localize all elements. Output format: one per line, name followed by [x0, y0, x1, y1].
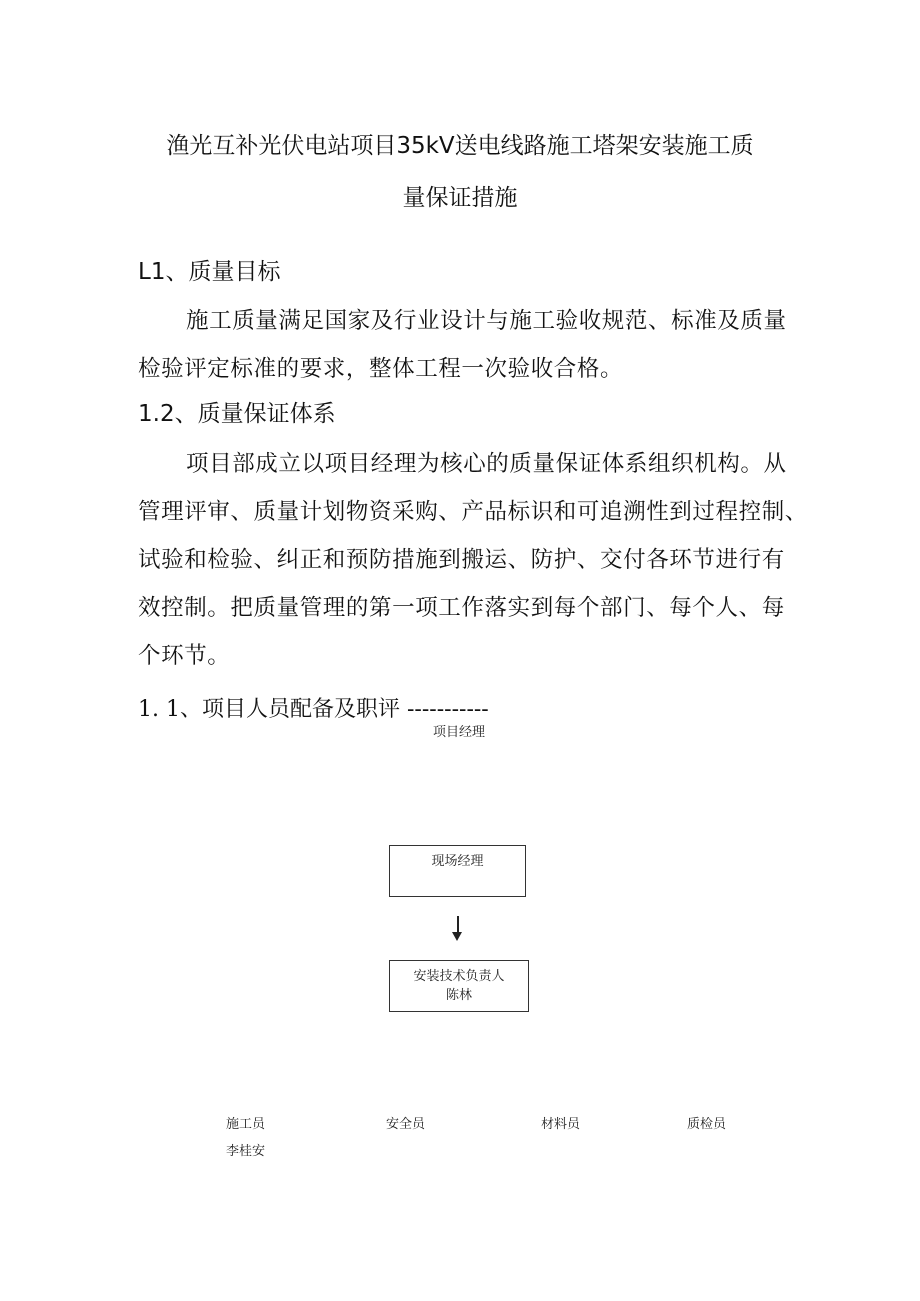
paragraph-line: 检验评定标准的要求，整体工程一次验收合格。 [138, 356, 624, 382]
section-quality-system-heading: 1.2、质量保证体系 [138, 401, 336, 427]
section-quality-system-body [138, 440, 808, 680]
org-role-materials-officer: 材料员 [541, 1117, 581, 1132]
org-box-site-manager [389, 845, 526, 897]
org-role-quality-inspector: 质检员 [687, 1117, 727, 1132]
section-staffing-heading: 1. 1、项目人员配备及职评 ----------- [138, 697, 489, 722]
paragraph-line: 个环节。 [138, 643, 231, 669]
document-title-line-2: 量保证措施 [402, 185, 518, 211]
paragraph-line: 效控制。把质量管理的第一项工作落实到每个部门、每个人、每 [138, 595, 785, 621]
paragraph-line: 试验和检验、纠正和预防措施到搬运、防护、交付各环节进行有 [138, 547, 785, 573]
org-box-tech-lead-title: 安装技术负责人 [413, 969, 505, 984]
org-role-constructor: 施工员 [226, 1117, 266, 1132]
org-project-manager-label: 项目经理 [433, 725, 486, 740]
arrow-down-icon [452, 932, 462, 941]
document-title-line-1: 渔光互补光伏电站项目35kV送电线路施工塔架安装施工质 [166, 133, 754, 159]
paragraph-line: 施工质量满足国家及行业设计与施工验收规范、标准及质量 [186, 308, 787, 334]
section-quality-target-heading: L1、质量目标 [138, 259, 281, 285]
org-box-tech-lead [389, 960, 529, 1012]
paragraph-line: 项目部成立以项目经理为核心的质量保证体系组织机构。从 [186, 451, 787, 477]
paragraph-line: 管理评审、质量计划物资采购、产品标识和可追溯性到过程控制、 [138, 499, 808, 525]
org-constructor-name: 李桂安 [226, 1144, 266, 1159]
org-box-site-manager-label: 现场经理 [431, 854, 484, 869]
org-role-safety-officer: 安全员 [386, 1117, 426, 1132]
org-box-tech-lead-name: 陈林 [445, 988, 472, 1003]
section-quality-target-body [138, 297, 788, 393]
